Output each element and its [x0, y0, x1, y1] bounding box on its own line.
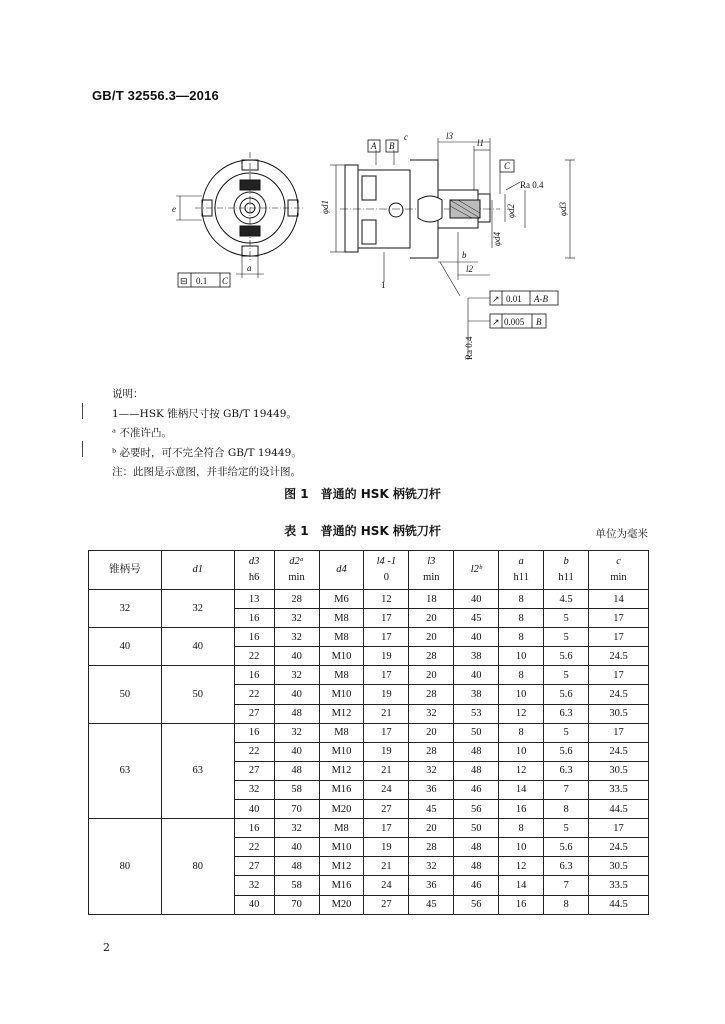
table-cell: 58 [274, 876, 319, 895]
runout-tolerance-frame-2 [490, 314, 546, 328]
table-cell: M10 [319, 647, 364, 666]
table-row [89, 819, 649, 838]
runout-tolerance-frame-1 [490, 291, 558, 305]
table-cell: 10 [499, 838, 544, 857]
table-cell: 7 [544, 780, 589, 799]
runout-value-2: 0.005 [504, 317, 525, 327]
table-cell: 28 [409, 685, 454, 704]
datum-c: C [504, 161, 511, 171]
table-cell: 5.6 [544, 647, 589, 666]
table-cell: 18 [409, 590, 454, 609]
table-cell: 32 [409, 704, 454, 723]
table-cell: 5.6 [544, 838, 589, 857]
table-cell: 17 [364, 628, 409, 647]
label-d3: φd3 [558, 202, 568, 216]
table-cell: 10 [499, 685, 544, 704]
table-cell: 20 [409, 628, 454, 647]
table-cell: 24.5 [589, 685, 649, 704]
table-cell: 14 [589, 590, 649, 609]
table-cell: 46 [454, 780, 499, 799]
table-cell: 19 [364, 742, 409, 761]
table-header-row [89, 551, 649, 590]
datum-c-box [500, 160, 514, 172]
table-cell: M10 [319, 838, 364, 857]
table-cell: 40 [274, 838, 319, 857]
table-body [89, 590, 649, 915]
table-cell: 12 [499, 857, 544, 876]
header-l4: l4 -1 0 [364, 551, 409, 590]
footnote-b: ᵇ 必要时，可不完全符合 GB/T 19449。 [112, 446, 302, 459]
table-cell: 36 [409, 876, 454, 895]
datum-a-box [368, 140, 380, 152]
table-cell: 46 [454, 876, 499, 895]
table-row [89, 666, 649, 685]
header-a: a h11 [499, 551, 544, 590]
table-cell: 16 [234, 819, 274, 838]
table-cell: 8 [544, 800, 589, 819]
table-row [89, 628, 649, 647]
cell-d1: 40 [161, 628, 234, 666]
table-cell: 33.5 [589, 876, 649, 895]
table-cell: 20 [409, 819, 454, 838]
cell-d1: 80 [161, 819, 234, 914]
table-cell: 8 [499, 590, 544, 609]
label-e: e [172, 204, 176, 214]
flatness-symbol: ⊟ [180, 276, 188, 286]
table-cell: 48 [454, 857, 499, 876]
header-d4: d4 [319, 551, 364, 590]
table-cell: 20 [409, 723, 454, 742]
table-cell: M12 [319, 857, 364, 876]
table-cell: 6.3 [544, 761, 589, 780]
table-cell: 40 [454, 590, 499, 609]
notes-title: 说明： [112, 388, 144, 400]
table-cell: 14 [499, 876, 544, 895]
table-cell: M8 [319, 666, 364, 685]
runout-symbol-2: ↗ [492, 317, 500, 327]
table-cell: 16 [234, 609, 274, 628]
table-cell: 8 [499, 609, 544, 628]
table-cell: 27 [234, 857, 274, 876]
table-cell: 40 [274, 685, 319, 704]
table-cell: 32 [274, 819, 319, 838]
table-cell: 17 [589, 819, 649, 838]
unit-note: 单位为毫米 [595, 528, 648, 540]
table-cell: 17 [364, 723, 409, 742]
technical-drawing [0, 0, 725, 380]
table-cell: 21 [364, 761, 409, 780]
table-cell: 48 [274, 761, 319, 780]
table-cell: 44.5 [589, 800, 649, 819]
label-a: a [247, 263, 252, 273]
table-cell: 19 [364, 838, 409, 857]
table-cell: 32 [409, 761, 454, 780]
roughness-1: Ra 0.4 [520, 180, 544, 190]
cell-d1: 32 [161, 590, 234, 628]
note: 注：此图是示意图，并非给定的设计图。 [112, 466, 301, 479]
table-cell: M8 [319, 628, 364, 647]
table-cell: 24 [364, 780, 409, 799]
cell-d1: 50 [161, 666, 234, 723]
table-cell: 8 [544, 895, 589, 914]
table-cell: 40 [234, 800, 274, 819]
table-cell: M12 [319, 761, 364, 780]
table-cell: 30.5 [589, 857, 649, 876]
table-cell: 5 [544, 666, 589, 685]
table-cell: 8 [499, 628, 544, 647]
table-cell: 28 [409, 742, 454, 761]
label-d2: φd2 [506, 204, 516, 218]
table-cell: 27 [364, 800, 409, 819]
table-cell: M20 [319, 895, 364, 914]
table-cell: 5 [544, 723, 589, 742]
label-l1: l1 [477, 138, 485, 148]
table-cell: 10 [499, 742, 544, 761]
table-cell: M16 [319, 876, 364, 895]
table-cell: 28 [409, 647, 454, 666]
table-cell: 8 [499, 723, 544, 742]
change-bar [82, 441, 83, 457]
label-l3: l3 [446, 131, 454, 141]
cell-d1: 63 [161, 723, 234, 818]
table-cell: 30.5 [589, 761, 649, 780]
table-cell: 12 [499, 761, 544, 780]
label-b: b [462, 250, 467, 260]
table-cell: 30.5 [589, 704, 649, 723]
table-cell: 22 [234, 685, 274, 704]
table-caption: 表 1 普通的 HSK 柄铣刀杆 [284, 524, 441, 538]
table-cell: 19 [364, 647, 409, 666]
table-cell: 17 [364, 819, 409, 838]
datum-b-box [386, 140, 398, 152]
table-cell: 38 [454, 647, 499, 666]
datum-b: B [389, 141, 395, 151]
table-cell: M8 [319, 609, 364, 628]
table-cell: 38 [454, 685, 499, 704]
table-cell: 5 [544, 819, 589, 838]
header-shank: 锥柄号 [89, 551, 162, 590]
table-cell: 48 [454, 838, 499, 857]
cell-shank: 50 [89, 666, 162, 723]
table-cell: 7 [544, 876, 589, 895]
cell-shank: 40 [89, 628, 162, 666]
label-l2: l2 [466, 264, 474, 274]
table-cell: 5 [544, 609, 589, 628]
table-cell: 8 [499, 666, 544, 685]
table-cell: 27 [234, 761, 274, 780]
table-cell: M20 [319, 800, 364, 819]
table-cell: 14 [499, 780, 544, 799]
label-d1: φd1 [320, 200, 330, 214]
flatness-value: 0.1 [196, 276, 208, 286]
table-cell: 56 [454, 895, 499, 914]
flatness-datum: C [222, 276, 229, 286]
table-cell: 12 [364, 590, 409, 609]
table-cell: 13 [234, 590, 274, 609]
table-cell: 17 [589, 628, 649, 647]
table-cell: 58 [274, 780, 319, 799]
table-cell: 40 [234, 895, 274, 914]
table-row [89, 590, 649, 609]
table-cell: M10 [319, 685, 364, 704]
cell-shank: 63 [89, 723, 162, 818]
table-cell: 17 [589, 609, 649, 628]
table-cell: 48 [454, 742, 499, 761]
table-cell: 45 [454, 609, 499, 628]
table-cell: 36 [409, 780, 454, 799]
runout-datum-2: B [536, 317, 542, 327]
table-cell: 32 [409, 857, 454, 876]
table-cell: M8 [319, 723, 364, 742]
table-cell: 5 [544, 628, 589, 647]
header-c: c min [589, 551, 649, 590]
table-cell: 5.6 [544, 742, 589, 761]
table-cell: M6 [319, 590, 364, 609]
table-cell: 5.6 [544, 685, 589, 704]
standard-number: GB/T 32556.3—2016 [92, 88, 219, 103]
page-number: 2 [103, 941, 110, 954]
table-cell: 48 [454, 761, 499, 780]
table-cell: 17 [364, 609, 409, 628]
table-cell: 16 [234, 628, 274, 647]
table-cell: 32 [274, 628, 319, 647]
header-l3: l3 min [409, 551, 454, 590]
table-cell: 50 [454, 819, 499, 838]
runout-value-1: 0.01 [506, 294, 522, 304]
table-cell: 22 [234, 742, 274, 761]
table-cell: 40 [274, 742, 319, 761]
table-cell: 6.3 [544, 857, 589, 876]
table-cell: 24.5 [589, 647, 649, 666]
table-cell: 16 [234, 666, 274, 685]
table-cell: 32 [274, 666, 319, 685]
table-cell: 20 [409, 609, 454, 628]
table-cell: 45 [409, 895, 454, 914]
table-cell: 21 [364, 857, 409, 876]
header-d2: d2ᵃ min [274, 551, 319, 590]
table-cell: 17 [364, 666, 409, 685]
table-cell: 27 [234, 704, 274, 723]
table-row [89, 723, 649, 742]
cell-shank: 32 [89, 590, 162, 628]
table-cell: 27 [364, 895, 409, 914]
table-cell: M8 [319, 819, 364, 838]
table-cell: 28 [274, 590, 319, 609]
table-cell: 32 [234, 876, 274, 895]
table-cell: 32 [274, 723, 319, 742]
table-cell: 40 [274, 647, 319, 666]
table-cell: 53 [454, 704, 499, 723]
datum-a: A [371, 141, 377, 151]
table-cell: 8 [499, 819, 544, 838]
table-cell: 56 [454, 800, 499, 819]
footnote-a: ᵃ 不准许凸。 [112, 427, 172, 440]
table-cell: 19 [364, 685, 409, 704]
table-cell: 24.5 [589, 742, 649, 761]
table-cell: 48 [274, 857, 319, 876]
table-cell: 17 [589, 723, 649, 742]
table-cell: 16 [499, 800, 544, 819]
table-cell: 12 [499, 704, 544, 723]
label-d4: φd4 [492, 232, 502, 246]
table-cell: 22 [234, 838, 274, 857]
table-cell: 28 [409, 838, 454, 857]
runout-datum-1: A-B [534, 294, 548, 304]
dimension-table [88, 550, 649, 915]
notes-item-1: 1——HSK 锥柄尺寸按 GB/T 19449。 [112, 407, 297, 420]
item-label-1: 1 [381, 280, 386, 290]
table-cell: 24 [364, 876, 409, 895]
table-cell: 6.3 [544, 704, 589, 723]
table-cell: 50 [454, 723, 499, 742]
table-cell: M12 [319, 704, 364, 723]
cell-shank: 80 [89, 819, 162, 914]
label-c: c [404, 132, 408, 142]
table-cell: 70 [274, 800, 319, 819]
table-cell: 21 [364, 704, 409, 723]
table-cell: 20 [409, 666, 454, 685]
table-cell: 4.5 [544, 590, 589, 609]
table-cell: 45 [409, 800, 454, 819]
header-b: b h11 [544, 551, 589, 590]
table-cell: 22 [234, 647, 274, 666]
table-cell: 40 [454, 666, 499, 685]
header-l2: l2ᵇ [454, 551, 499, 590]
table-cell: 32 [274, 609, 319, 628]
header-d1: d1 [161, 551, 234, 590]
table-cell: 16 [499, 895, 544, 914]
table-cell: M16 [319, 780, 364, 799]
table-cell: 17 [589, 666, 649, 685]
table-cell: 24.5 [589, 838, 649, 857]
table-cell: 32 [234, 780, 274, 799]
table-cell: 44.5 [589, 895, 649, 914]
figure-caption: 图 1 普通的 HSK 柄铣刀杆 [284, 487, 441, 501]
table-cell: 10 [499, 647, 544, 666]
flatness-tolerance-frame [178, 273, 230, 287]
runout-symbol-1: ↗ [492, 294, 500, 304]
front-view [176, 152, 305, 278]
table-cell: M10 [319, 742, 364, 761]
notes [112, 385, 302, 483]
roughness-2: Ra 0.4 [464, 336, 474, 360]
table-cell: 48 [274, 704, 319, 723]
table-cell: 40 [454, 628, 499, 647]
header-d3: d3 h6 [234, 551, 274, 590]
table-cell: 33.5 [589, 780, 649, 799]
change-bar [82, 403, 83, 419]
table-cell: 16 [234, 723, 274, 742]
table-cell: 70 [274, 895, 319, 914]
